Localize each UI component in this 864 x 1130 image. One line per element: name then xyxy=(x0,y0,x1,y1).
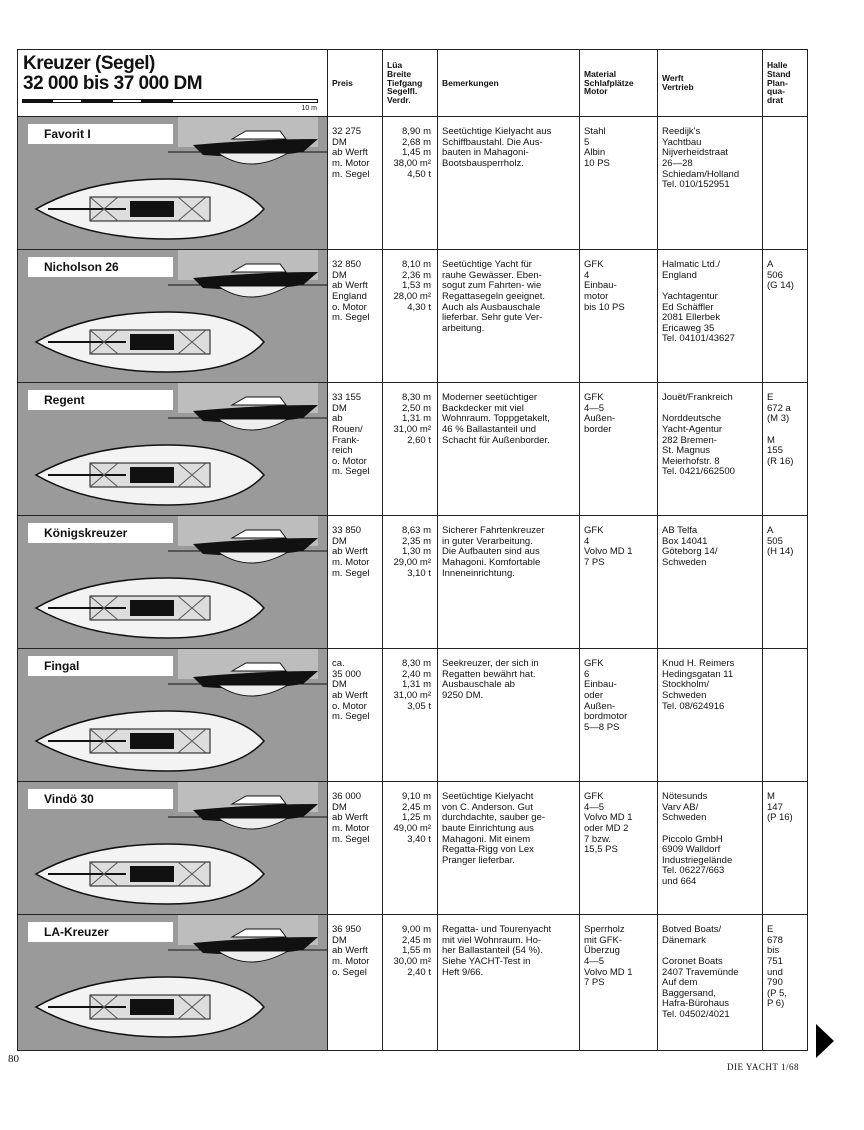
boat-name: LA-Kreuzer xyxy=(28,922,173,942)
price-text: 32 850 DM ab Werft England o. Motor m. Segel xyxy=(332,259,370,324)
dimensions-text: 9,10 m 2,45 m 1,25 m 49,00 m² 3,40 t xyxy=(393,791,431,845)
magazine-name: DIE YACHT 1/68 xyxy=(727,1062,799,1072)
hall-cell xyxy=(763,383,808,516)
hall-text: E 678 bis 751 und 790 (P 5, P 6) xyxy=(767,924,787,1010)
price-text: 33 155 DM ab Rouen/ Frank- reich o. Motor m. Segel xyxy=(332,392,370,478)
hall-cell xyxy=(763,516,808,649)
hall-text: E 672 a (M 3) M 155 (R 16) xyxy=(767,392,794,467)
remarks-text: Sicherer Fahrtenkreuzer in guter Verarbeitung. Die Aufbauten sind aus Mahagoni. Komfortable Inneneinrichtung. xyxy=(442,525,545,579)
boat-name: Fingal xyxy=(28,656,173,676)
boat-name: Regent xyxy=(28,390,173,410)
material-cell xyxy=(580,649,658,782)
hall-text: M 147 (P 16) xyxy=(767,791,793,824)
remarks-text: Moderner seetüchtiger Backdecker mit viel Wohnraum. Toppgetakelt, 46 % Ballastanteil und Schacht für Außenborder. xyxy=(442,392,550,446)
boat-row xyxy=(18,782,808,915)
price-cell xyxy=(328,516,383,649)
dimensions-text: 8,30 m 2,50 m 1,31 m 31,00 m² 2,60 t xyxy=(393,392,431,446)
material-text: GFK 6 Einbau- oder Außen- bordmotor 5—8 PS xyxy=(584,658,628,733)
hall-text xyxy=(763,649,807,661)
hall-text: A 505 (H 14) xyxy=(767,525,794,558)
dimensions-text: 8,63 m 2,35 m 1,30 m 29,00 m² 3,10 t xyxy=(393,525,431,579)
price-cell xyxy=(328,117,383,250)
header-halle: Halle Stand Plan- qua- drat xyxy=(763,50,808,117)
material-cell xyxy=(580,383,658,516)
dimensions-cell xyxy=(383,250,438,383)
boat-name: Nicholson 26 xyxy=(28,257,173,277)
scale-label: 10 m xyxy=(301,105,317,112)
material-cell xyxy=(580,915,658,1051)
boat-row xyxy=(18,117,808,250)
shipyard-text: Nötesunds Varv AB/ Schweden Piccolo GmbH 6909 Walldorf Industriegelände Tel. 06227/663 und 664 xyxy=(662,791,733,887)
dimensions-cell xyxy=(383,117,438,250)
dimensions-cell xyxy=(383,383,438,516)
boat-illustration xyxy=(18,649,328,782)
boat-name: Favorit I xyxy=(28,124,173,144)
shipyard-cell xyxy=(658,117,763,250)
dimensions-text: 8,10 m 2,36 m 1,53 m 28,00 m² 4,30 t xyxy=(393,259,431,313)
boat-illustration xyxy=(18,782,328,915)
material-text: GFK 4—5 Außen- border xyxy=(584,392,616,435)
dimensions-text: 8,30 m 2,40 m 1,31 m 31,00 m² 3,05 t xyxy=(393,658,431,712)
boat-row xyxy=(18,250,808,383)
boat-illustration xyxy=(18,915,328,1051)
header-werft: Werft Vertrieb xyxy=(658,50,763,117)
remarks-cell xyxy=(438,649,580,782)
dimensions-text: 8,90 m 2,68 m 1,45 m 38,00 m² 4,50 t xyxy=(393,126,431,180)
boat-row xyxy=(18,649,808,782)
title-block xyxy=(18,50,328,117)
remarks-text: Seekreuzer, der sich in Regatten bewährt hat. Ausbauschale ab 9250 DM. xyxy=(442,658,539,701)
shipyard-cell xyxy=(658,915,763,1051)
shipyard-cell xyxy=(658,250,763,383)
remarks-text: Seetüchtige Kielyacht aus Schiffbaustahl. Die Aus- bauten in Mahagoni- Bootsbausperrholz. xyxy=(442,126,552,169)
boat-name: Königskreuzer xyxy=(28,523,173,543)
material-text: Stahl 5 Albin 10 PS xyxy=(584,126,610,169)
header-material: Material Schlafplätze Motor xyxy=(580,50,658,117)
remarks-text: Seetüchtige Kielyacht von C. Anderson. Gut durchdachte, sauber ge- baute Einrichtung aus Mahagoni. Mit einem Regatta-Rigg von Lex Pranger lieferbar. xyxy=(442,791,545,866)
hall-cell xyxy=(763,250,808,383)
price-cell xyxy=(328,383,383,516)
shipyard-text: Knud H. Reimers Hedingsgatan 11 Stockholm/ Schweden Tel. 08/624916 xyxy=(662,658,735,712)
boat-illustration xyxy=(18,516,328,649)
header-bemerkungen: Bemerkungen xyxy=(438,50,580,117)
shipyard-text: Halmatic Ltd./ England Yachtagentur Ed Schäffler 2081 Ellerbek Ericaweg 35 Tel. 04101/43627 xyxy=(662,259,735,345)
dimensions-cell xyxy=(383,915,438,1051)
price-text: ca. 35 000 DM ab Werft o. Motor m. Segel xyxy=(332,658,370,723)
material-text: Sperrholz mit GFK- Überzug 4—5 Volvo MD 1 7 PS xyxy=(584,924,633,989)
header-row xyxy=(18,50,808,117)
dimensions-cell xyxy=(383,516,438,649)
remarks-text: Seetüchtige Yacht für rauhe Gewässer. Eben- sogut zum Fahrten- wie Regattasegeln geeignet. Auch als Ausbauschale lieferbar. Sehr gute Ver- arbeitung. xyxy=(442,259,545,334)
price-text: 36 000 DM ab Werft m. Motor m. Segel xyxy=(332,791,370,845)
boat-illustration xyxy=(18,383,328,516)
hall-cell xyxy=(763,649,808,782)
dimensions-text: 9,00 m 2,45 m 1,55 m 30,00 m² 2,40 t xyxy=(393,924,431,978)
remarks-text: Regatta- und Tourenyacht mit viel Wohnraum. Ho- her Ballastanteil (54 %). Siehe YACHT-Test in Heft 9/66. xyxy=(442,924,552,978)
shipyard-cell xyxy=(658,516,763,649)
dimensions-cell xyxy=(383,782,438,915)
page-title: Kreuzer (Segel) xyxy=(23,53,155,74)
boat-comparison-page xyxy=(17,49,807,1053)
boat-name: Vindö 30 xyxy=(28,789,173,809)
shipyard-text: Reedijk's Yachtbau Nijverheidstraat 26—28 Schiedam/Holland Tel. 010/152951 xyxy=(662,126,740,191)
material-cell xyxy=(580,516,658,649)
boat-illustration xyxy=(18,117,328,250)
boat-illustration xyxy=(18,250,328,383)
remarks-cell xyxy=(438,250,580,383)
material-cell xyxy=(580,782,658,915)
shipyard-text: AB Telfa Box 14041 Göteborg 14/ Schweden xyxy=(662,525,718,568)
boat-row xyxy=(18,383,808,516)
remarks-cell xyxy=(438,117,580,250)
price-cell xyxy=(328,250,383,383)
hall-text: A 506 (G 14) xyxy=(767,259,794,292)
price-text: 36 950 DM ab Werft m. Motor o. Segel xyxy=(332,924,370,978)
price-range-title: 32 000 bis 37 000 DM xyxy=(23,73,203,94)
next-page-arrow-icon xyxy=(816,1024,834,1058)
boat-row xyxy=(18,516,808,649)
boat-comparison-table xyxy=(17,49,808,1051)
remarks-cell xyxy=(438,782,580,915)
dimensions-cell xyxy=(383,649,438,782)
material-cell xyxy=(580,117,658,250)
hall-cell xyxy=(763,915,808,1051)
page-number: 80 xyxy=(8,1053,19,1065)
price-cell xyxy=(328,915,383,1051)
material-cell xyxy=(580,250,658,383)
material-text: GFK 4 Volvo MD 1 7 PS xyxy=(584,525,633,568)
price-text: 32 275 DM ab Werft m. Motor m. Segel xyxy=(332,126,370,180)
shipyard-cell xyxy=(658,782,763,915)
header-masse: Lüa Breite Tiefgang Segelfl. Verdr. xyxy=(383,50,438,117)
hall-cell xyxy=(763,117,808,250)
hall-cell xyxy=(763,782,808,915)
header-preis: Preis xyxy=(328,50,383,117)
remarks-cell xyxy=(438,516,580,649)
price-text: 33 850 DM ab Werft m. Motor m. Segel xyxy=(332,525,370,579)
boat-row xyxy=(18,915,808,1051)
material-text: GFK 4—5 Volvo MD 1 oder MD 2 7 bzw. 15,5 PS xyxy=(584,791,633,856)
shipyard-text: Botved Boats/ Dänemark Coronet Boats 2407 Travemünde Auf dem Baggersand, Hafra-Bürohaus Tel. 04502/4021 xyxy=(662,924,739,1020)
hall-text xyxy=(763,117,807,129)
shipyard-cell xyxy=(658,649,763,782)
scale-bar xyxy=(22,99,318,103)
remarks-cell xyxy=(438,915,580,1051)
shipyard-text: Jouët/Frankreich Norddeutsche Yacht-Agentur 282 Bremen- St. Magnus Meierhofstr. 8 Tel. 0421/662500 xyxy=(662,392,735,478)
price-cell xyxy=(328,649,383,782)
remarks-cell xyxy=(438,383,580,516)
price-cell xyxy=(328,782,383,915)
shipyard-cell xyxy=(658,383,763,516)
material-text: GFK 4 Einbau- motor bis 10 PS xyxy=(584,259,625,313)
